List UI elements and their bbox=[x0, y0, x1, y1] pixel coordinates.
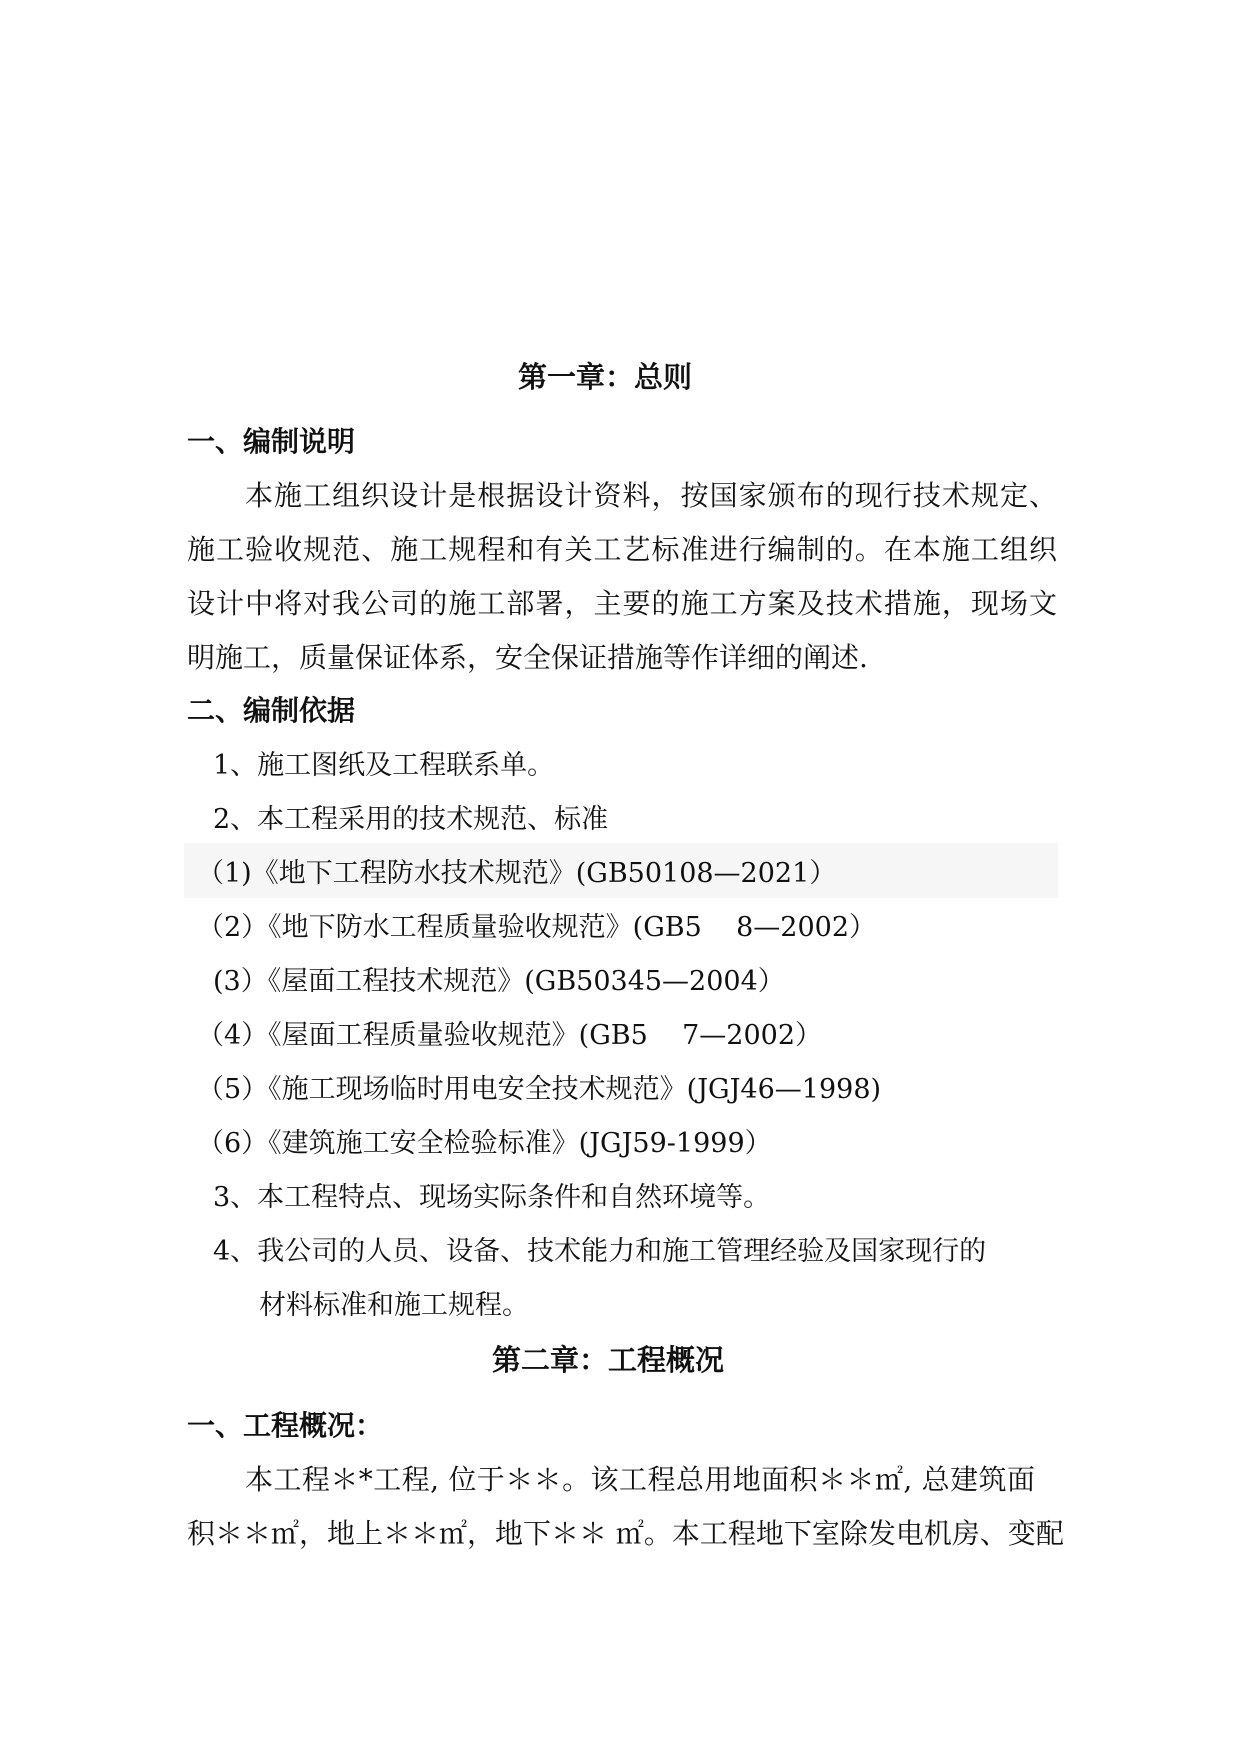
paragraph-line: 设计中将对我公司的施工部署，主要的施工方案及技术措施，现场文 bbox=[187, 587, 1057, 620]
paragraph-line: 本工程＊*工程, 位于＊＊。该工程总用地面积＊＊㎡, 总建筑面 bbox=[245, 1463, 1035, 1496]
list-item: 3、本工程特点、现场实际条件和自然环境等。 bbox=[213, 1182, 771, 1213]
list-item-continuation: 材料标准和施工规程。 bbox=[259, 1290, 529, 1321]
paragraph-line: 明施工，质量保证体系，安全保证措施等作详细的阐述. bbox=[187, 641, 868, 674]
chapter-2-title: 第二章：工程概况 bbox=[492, 1343, 725, 1377]
list-item: 4、我公司的人员、设备、技术能力和施工管理经验及国家现行的 bbox=[213, 1236, 987, 1267]
section-heading-project-overview: 一、工程概况： bbox=[187, 1409, 384, 1442]
list-item: （5）《施工现场临时用电安全技术规范》(JGJ46—1998) bbox=[197, 1074, 882, 1105]
list-item: （4）《屋面工程质量验收规范》(GB5 7—2002） bbox=[197, 1020, 823, 1051]
list-item: （1)《地下工程防水技术规范》(GB50108—2021） bbox=[197, 858, 837, 889]
paragraph-line: 积＊＊㎡，地上＊＊㎡，地下＊＊ ㎡。本工程地下室除发电机房、变配 bbox=[187, 1517, 1064, 1550]
list-item: 2、本工程采用的技术规范、标准 bbox=[213, 804, 609, 835]
list-item: (3）《屋面工程技术规范》(GB50345—2004） bbox=[213, 966, 785, 997]
section-heading-compilation-notes: 一、编制说明 bbox=[187, 425, 356, 458]
chapter-1-title: 第一章：总则 bbox=[518, 360, 693, 394]
list-item: （2）《地下防水工程质量验收规范》(GB5 8—2002） bbox=[197, 912, 877, 943]
list-item: （6）《建筑施工安全检验标准》(JGJ59-1999） bbox=[197, 1128, 772, 1159]
section-heading-compilation-basis: 二、编制依据 bbox=[187, 694, 356, 727]
list-item: 1、施工图纸及工程联系单。 bbox=[213, 750, 555, 781]
paragraph-line: 本施工组织设计是根据设计资料，按国家颁布的现行技术规定、 bbox=[245, 479, 1057, 512]
paragraph-line: 施工验收规范、施工规程和有关工艺标准进行编制的。在本施工组织 bbox=[187, 533, 1057, 566]
